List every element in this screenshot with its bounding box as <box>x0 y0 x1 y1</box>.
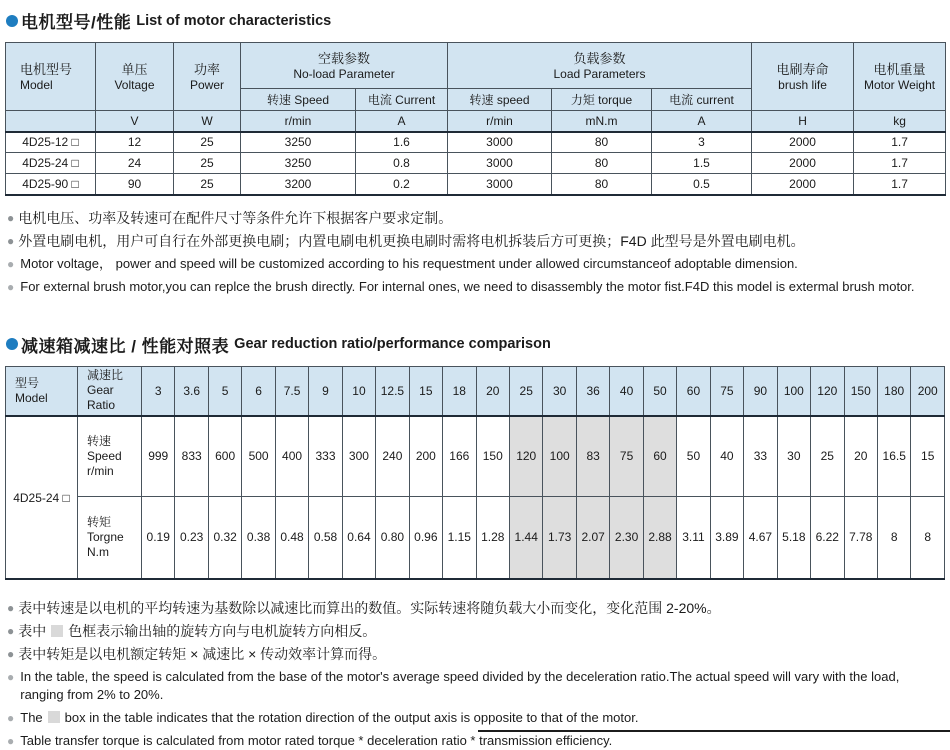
note-line <box>7 232 945 250</box>
motor-cell: 1.5 <box>652 153 752 174</box>
note-line <box>7 255 945 273</box>
blue-bullet-icon <box>6 15 18 27</box>
motor-model-cell: 4D25-24 □ <box>6 153 96 174</box>
unit-load-current: A <box>652 111 752 132</box>
header-model-cn: 电机型号 <box>20 61 73 77</box>
motor-cell: 0.8 <box>356 153 448 174</box>
gear-speed-cell: 40 <box>710 416 743 496</box>
gear-torque-cell: 0.96 <box>409 496 442 579</box>
header-power: 功率 Power <box>174 43 241 111</box>
header-brush-life: 电刷寿命 brush life <box>752 43 854 111</box>
gear-torque-cell: 8 <box>911 496 945 579</box>
note-bullet-icon: ● <box>7 670 15 684</box>
header-noload: 空载参数 No-load Parameter <box>241 43 448 89</box>
gear-ratio-header-cell: 3.6 <box>175 366 208 416</box>
unit-power: W <box>174 111 241 132</box>
gear-ratio-header-cell: 150 <box>844 366 877 416</box>
note-line <box>7 622 945 640</box>
gear-torque-cell: 1.28 <box>476 496 509 579</box>
note-bullet-icon: ● <box>7 256 15 271</box>
gear-speed-cell: 50 <box>677 416 710 496</box>
gear-torque-cell: 3.89 <box>710 496 743 579</box>
gear-torque-cell: 1.73 <box>543 496 576 579</box>
motor-cell: 0.2 <box>356 174 448 195</box>
gear-speed-cell: 15 <box>911 416 945 496</box>
gray-swatch-icon <box>51 625 63 637</box>
motor-cell: 12 <box>96 132 174 153</box>
note-text: 外置电刷电机，用户可自行在外部更换电刷；内置电刷电机更换电刷时需将电机拆装后方可更换；F4D 此型号是外置电刷电机。 <box>18 232 805 249</box>
gear-ratio-header-cell: 120 <box>811 366 844 416</box>
unit-noload-current: A <box>356 111 448 132</box>
header-model <box>6 43 96 111</box>
gear-speed-cell: 833 <box>175 416 208 496</box>
gear-torque-cell: 0.19 <box>142 496 175 579</box>
motor-cell: 3200 <box>241 174 356 195</box>
section1-title-cn: 电机型号/性能 <box>21 13 132 32</box>
gear-ratio-header-cell: 180 <box>877 366 910 416</box>
gear-ratio-header-cell: 36 <box>576 366 609 416</box>
unit-brush: H <box>752 111 854 132</box>
gear-header-ratio: 减速比 Gear Ratio <box>78 366 142 416</box>
motor-row <box>6 132 946 153</box>
header-model-en: Model <box>20 77 53 92</box>
motor-cell: 2000 <box>752 153 854 174</box>
motor-row <box>6 174 946 195</box>
gear-speed-cell: 200 <box>409 416 442 496</box>
gear-ratio-header-cell: 10 <box>342 366 375 416</box>
section2-title-cn: 减速箱减速比 / 性能对照表 <box>21 336 230 356</box>
gear-ratio-header-cell: 200 <box>911 366 945 416</box>
gear-torque-cell: 0.58 <box>309 496 342 579</box>
gear-speed-cell: 120 <box>509 416 542 496</box>
gear-speed-cell: 166 <box>443 416 476 496</box>
motor-cell: 1.7 <box>854 153 946 174</box>
section1-title-en: List of motor characteristics <box>136 12 332 29</box>
gear-ratio-header-cell: 20 <box>476 366 509 416</box>
motor-cell: 2000 <box>752 132 854 153</box>
motor-characteristics-table <box>5 42 946 196</box>
gear-header-model: 型号 Model <box>6 366 78 416</box>
note-line <box>7 209 945 227</box>
motor-model-cell: 4D25-90 □ <box>6 174 96 195</box>
motor-cell: 80 <box>552 174 652 195</box>
note-text: 表中 色框表示输出轴的旋转方向与电机旋转方向相反。 <box>18 623 377 639</box>
section2-title <box>6 332 945 357</box>
motor-row <box>6 153 946 174</box>
motor-cell: 0.5 <box>652 174 752 195</box>
note-bullet-icon: ● <box>7 210 15 225</box>
gear-speed-cell: 16.5 <box>877 416 910 496</box>
note-text: Motor voltage， power and speed will be customized according to his requestment under allowed circumstanceof adoptable dimension. <box>20 255 798 271</box>
gear-torque-cell: 0.64 <box>342 496 375 579</box>
gear-ratio-header-cell: 3 <box>142 366 175 416</box>
note-text: The box in the table indicates that the rotation direction of the output axis is opposite to that of the motor. <box>20 710 639 725</box>
gear-speed-cell: 150 <box>476 416 509 496</box>
motor-cell: 25 <box>174 153 241 174</box>
motor-cell: 3000 <box>448 174 552 195</box>
gear-ratio-header-cell: 40 <box>610 366 643 416</box>
gear-speed-label: 转速 Speed r/min <box>78 416 142 496</box>
gear-ratio-header-cell: 50 <box>643 366 676 416</box>
blue-bullet-icon <box>6 338 18 350</box>
motor-cell: 3000 <box>448 153 552 174</box>
gear-ratio-header-cell: 75 <box>710 366 743 416</box>
note-bullet-icon: ● <box>7 647 15 661</box>
header-noload-speed: 转速 Speed <box>241 89 356 111</box>
section1-title <box>6 8 945 33</box>
note-bullet-icon: ● <box>7 624 15 638</box>
gear-speed-cell: 300 <box>342 416 375 496</box>
gear-model-cell: 4D25-24 □ <box>6 416 78 579</box>
gear-ratio-header-cell: 9 <box>309 366 342 416</box>
header-motor-weight: 电机重量 Motor Weight <box>854 43 946 111</box>
gear-ratio-header-cell: 100 <box>777 366 810 416</box>
unit-noload-speed: r/min <box>241 111 356 132</box>
note-line <box>7 709 945 727</box>
note-line <box>7 732 945 750</box>
header-load-speed: 转速 speed <box>448 89 552 111</box>
gear-torque-cell: 1.44 <box>509 496 542 579</box>
motor-cell: 3250 <box>241 132 356 153</box>
gear-ratio-table <box>5 366 945 581</box>
gear-ratio-header-cell: 6 <box>242 366 275 416</box>
motor-cell: 3000 <box>448 132 552 153</box>
note-line <box>7 645 945 663</box>
unit-empty <box>6 111 96 132</box>
note-bullet-icon: ● <box>7 734 15 748</box>
gear-ratio-header-cell: 15 <box>409 366 442 416</box>
gear-speed-cell: 999 <box>142 416 175 496</box>
unit-voltage: V <box>96 111 174 132</box>
gear-torque-cell: 2.07 <box>576 496 609 579</box>
gear-ratio-header-cell: 90 <box>744 366 777 416</box>
gear-torque-label: 转矩 Torgne N.m <box>78 496 142 579</box>
motor-cell: 1.6 <box>356 132 448 153</box>
note-text: 电机电压、功率及转速可在配件尺寸等条件允许下根据客户要求定制。 <box>18 209 453 226</box>
motor-cell: 3 <box>652 132 752 153</box>
gear-speed-cell: 500 <box>242 416 275 496</box>
gear-torque-cell: 0.23 <box>175 496 208 579</box>
gear-speed-cell: 30 <box>777 416 810 496</box>
gear-speed-cell: 333 <box>309 416 342 496</box>
gear-torque-cell: 0.80 <box>376 496 409 579</box>
gear-speed-cell: 240 <box>376 416 409 496</box>
section2-title-en: Gear reduction ratio/performance comparison <box>234 336 551 352</box>
section1-notes <box>7 209 945 296</box>
section2-notes <box>7 599 945 750</box>
gear-torque-cell: 0.38 <box>242 496 275 579</box>
header-load-current: 电流 current <box>652 89 752 111</box>
motor-cell: 80 <box>552 132 652 153</box>
note-line <box>7 599 945 617</box>
note-bullet-icon: ● <box>7 601 15 615</box>
gray-swatch-icon <box>48 711 60 723</box>
gear-torque-cell: 5.18 <box>777 496 810 579</box>
gear-speed-cell: 75 <box>610 416 643 496</box>
gear-speed-cell: 33 <box>744 416 777 496</box>
note-bullet-icon: ● <box>7 233 15 248</box>
gear-ratio-header-cell: 60 <box>677 366 710 416</box>
gear-speed-cell: 600 <box>208 416 241 496</box>
note-bullet-icon: ● <box>7 279 15 294</box>
unit-load-speed: r/min <box>448 111 552 132</box>
gear-torque-cell: 4.67 <box>744 496 777 579</box>
note-line <box>7 668 945 704</box>
gear-ratio-header-cell: 5 <box>208 366 241 416</box>
gear-torque-cell: 2.88 <box>643 496 676 579</box>
motor-model-cell: 4D25-12 □ <box>6 132 96 153</box>
note-bullet-icon: ● <box>7 711 15 725</box>
header-noload-current: 电流 Current <box>356 89 448 111</box>
gear-ratio-header-cell: 18 <box>443 366 476 416</box>
gear-speed-cell: 83 <box>576 416 609 496</box>
gear-torque-cell: 0.48 <box>275 496 308 579</box>
gear-torque-cell: 7.78 <box>844 496 877 579</box>
gear-speed-cell: 60 <box>643 416 676 496</box>
gear-torque-cell: 8 <box>877 496 910 579</box>
gear-torque-cell: 1.15 <box>443 496 476 579</box>
gear-speed-cell: 25 <box>811 416 844 496</box>
header-load: 负载参数 Load Parameters <box>448 43 752 89</box>
motor-cell: 80 <box>552 153 652 174</box>
gear-speed-cell: 100 <box>543 416 576 496</box>
motor-cell: 2000 <box>752 174 854 195</box>
gear-ratio-header-cell: 7.5 <box>275 366 308 416</box>
note-text: 表中转速是以电机的平均转速为基数除以减速比而算出的数值。实际转速将随负载大小而变化，变化范围 2-20%。 <box>18 600 721 616</box>
motor-cell: 1.7 <box>854 132 946 153</box>
gear-torque-cell: 6.22 <box>811 496 844 579</box>
gear-speed-cell: 20 <box>844 416 877 496</box>
motor-cell: 1.7 <box>854 174 946 195</box>
gear-ratio-header-cell: 30 <box>543 366 576 416</box>
motor-cell: 90 <box>96 174 174 195</box>
gear-torque-cell: 0.32 <box>208 496 241 579</box>
motor-cell: 25 <box>174 174 241 195</box>
unit-weight: kg <box>854 111 946 132</box>
note-line <box>7 278 945 296</box>
motor-cell: 3250 <box>241 153 356 174</box>
unit-load-torque: mN.m <box>552 111 652 132</box>
gear-torque-cell: 2.30 <box>610 496 643 579</box>
note-text: In the table, the speed is calculated from the base of the motor's average speed divided by the deceleration ratio.The actual speed will vary with the load, ranging from 2% to 20%. <box>20 669 900 702</box>
gear-ratio-header-cell: 25 <box>509 366 542 416</box>
note-text: For external brush motor,you can replce the brush directly. For internal ones, we need to disassembly the motor fist.F4D this model is extermal brush motor. <box>20 278 915 294</box>
motor-cell: 25 <box>174 132 241 153</box>
note-text: Table transfer torque is calculated from motor rated torque * deceleration ratio * transmission efficiency. <box>20 733 613 748</box>
motor-cell: 24 <box>96 153 174 174</box>
gear-speed-cell: 400 <box>275 416 308 496</box>
header-voltage: 单压 Voltage <box>96 43 174 111</box>
gear-torque-cell: 3.11 <box>677 496 710 579</box>
header-load-torque: 力矩 torque <box>552 89 652 111</box>
gear-ratio-header-cell: 12.5 <box>376 366 409 416</box>
note-text: 表中转矩是以电机额定转矩 × 减速比 × 传动效率计算而得。 <box>18 646 387 662</box>
